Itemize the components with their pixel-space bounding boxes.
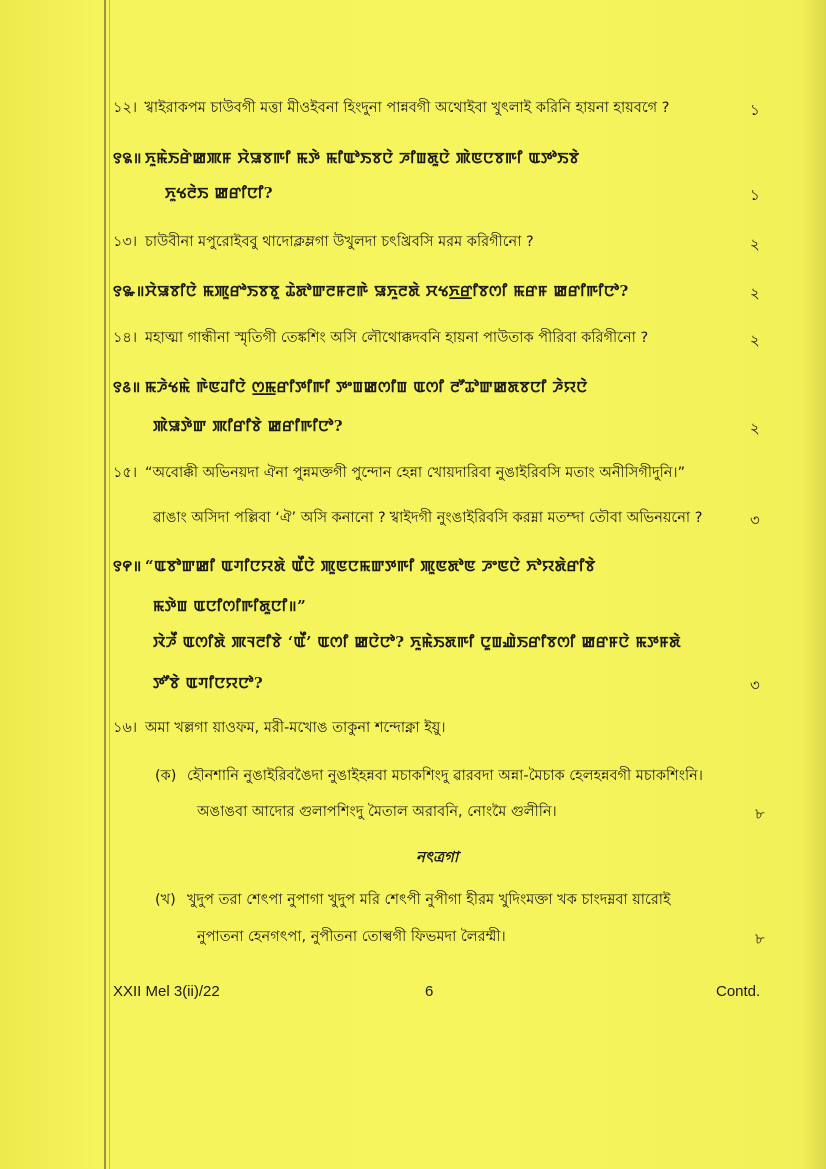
- option-text: হৌনশানি নুঙাইরিবঙৈদা নুঙাইহন্নবা মচাকশিংদু ৱারবদা অন্না-মৈচাক হেলহন্নবগী মচাকশিংনি।: [187, 768, 703, 784]
- q16-option-b-mark: ৮: [755, 930, 765, 948]
- option-text: খুদুপ তরা শেৎপা নুপাগা খুদুপ মরি শেৎপী নুপীগা হীরম খুদিংমক্তা খক চাংদম্নবা য়ারোই: [187, 892, 671, 908]
- question-text: অমা খল্লগা য়াওফম, মরী-মখোঙ তাকুনা শন্দোক্না ইয়ু।: [145, 720, 446, 736]
- option-label: (খ): [155, 892, 176, 908]
- q15-bengali-mark: ৩: [750, 511, 760, 529]
- question-number: ꯱꯴॥: [113, 378, 141, 396]
- continued-label: Contd.: [716, 983, 761, 1000]
- question-number: ꯱꯳॥: [113, 282, 145, 300]
- margin-line-shadow: [109, 0, 110, 1169]
- q15-meitei-cont2: ꯋꯥꯍꯩ ꯑꯁꯤꯗꯥ ꯄꯜꯂꯤꯕꯥ ‘ꯑꯩ’ ꯑꯁꯤ ꯀꯅꯥꯅꯣ? ꯈꯨꯃꯥꯏꯗꯒꯤ ꯅꯨꯡꯉꯥꯏꯔꯤꯕꯁꯤ ꯀꯔꯝꯅꯥ ꯃꯇꯝꯗꯥ: [153, 633, 682, 651]
- question-number: ১৬।: [113, 720, 138, 736]
- q16-option-b-cont: নুপাতনা হেনগৎপা, নুপীতনা তোল্বগী ফিভমদা লৈরম্মী।: [197, 929, 506, 945]
- margin-line: [104, 0, 106, 1169]
- question-text: ꯈꯨꯃꯥꯏꯔꯥꯀꯄꯝ ꯆꯥꯎꯕꯒꯤ ꯃꯇꯥ ꯃꯤꯑꯣꯏꯕꯅꯥ ꯍꯤꯡꯗꯨꯅꯥ ꯄꯥꯟꯅꯕꯒꯤ ꯑꯇꯣꯏꯕꯥ: [145, 149, 580, 167]
- q13-meitei: [113, 281, 629, 301]
- question-text: “ꯑꯕꯣꯛꯀꯤ ꯑꯚꯤꯅꯌꯗꯥ ꯑꯩꯅꯥ ꯄꯨꯟꯅꯃꯛꯇꯒꯤ ꯄꯨꯟꯗꯣꯟ ꯍꯦꯟꯅꯥ ꯈꯣꯌꯗꯥꯔꯤꯕꯥ: [145, 557, 596, 575]
- q16-option-a-cont: অঙাঙবা আদোর গুলাপশিংদু মৈতাল অরাবনি, নোংমৈ গুলীনি।: [197, 804, 557, 820]
- question-number: ১২।: [113, 100, 138, 116]
- question-number: ১৫।: [113, 465, 138, 481]
- paper-code: XXII Mel 3(ii)/22: [113, 983, 220, 1000]
- q15-bengali-cont: ৱাঙাং অসিদা পল্লিবা ‘ঐ’ অসি কনানো ? খ্বাইদগী নুংঙাইরিবসি করম্না মতম্দা তৌবা অভিনয়নো ?: [153, 510, 703, 526]
- q12-meitei: [113, 148, 579, 168]
- or-label: নৎত্রগা: [416, 848, 459, 866]
- q12-bengali: [113, 98, 669, 118]
- q15-meitei: [113, 556, 596, 576]
- q15-meitei-cont: ꯃꯇꯥꯡ ꯑꯅꯤꯁꯤꯒꯤꯗꯨꯅꯤ॥”: [153, 597, 307, 615]
- question-text: খ্বাইরাকপম চাউবগী মত্তা মীওইবনা হিংদুনা পান্নবগী অথোইবা খুৎলাই করিনি হায়না হায়বগে ?: [145, 100, 670, 116]
- question-text: ꯃꯍꯥꯠꯃꯥ ꯒꯥꯟꯙꯤꯅꯥ ꯁ꯭ꯃꯔꯤꯇꯤꯒꯤ ꯇꯦꯡꯀꯁꯤꯡ ꯑꯁꯤ ꯂꯧꯊꯣꯛꯀꯗꯕꯅꯤ ꯍꯥꯌꯅꯥ: [145, 378, 588, 396]
- q15-bengali: [113, 463, 685, 483]
- q15-meitei-mark: ৩: [750, 676, 760, 694]
- q14-bengali: [113, 328, 648, 348]
- question-number: ꯱꯵॥: [113, 557, 142, 575]
- page-edge-shadow: [800, 0, 826, 1169]
- q12-bengali-mark: ১: [750, 101, 760, 119]
- page-number: 6: [425, 983, 434, 1000]
- q15-meitei-cont3: ꯇꯧꯕꯥ ꯑꯚꯤꯅꯌꯅꯣ?: [153, 674, 264, 692]
- q16-bengali: [113, 718, 446, 738]
- question-text: “অবোক্কী অভিনয়দা ঐনা পুন্নমক্তগী পুন্দোন হেন্না খোয়দারিবা নুঙাইরিবসি মতাং অনীসিগীদুনি।”: [145, 465, 686, 481]
- q13-bengali: [113, 232, 534, 252]
- question-text: চাউবীনা মপুরোইববু থাদোক্লম্লগা উখুলদা চৎখ্রিবসি মরম করিগীনো ?: [145, 234, 534, 250]
- q12-meitei-cont: ꯈꯨꯠꯂꯥꯏ ꯀꯔꯤꯅꯤ?: [165, 184, 274, 202]
- q16-option-a-mark: ৮: [755, 805, 765, 823]
- option-label: (ক): [155, 768, 177, 784]
- q14-meitei-cont: ꯄꯥꯎꯇꯥꯛ ꯄꯤꯔꯤꯕꯥ ꯀꯔꯤꯒꯤꯅꯣ?: [153, 417, 344, 435]
- q14-meitei: [113, 377, 588, 397]
- q14-meitei-mark: ২: [750, 419, 760, 437]
- q16-option-a: [155, 766, 703, 786]
- q13-bengali-mark: ২: [750, 235, 760, 253]
- question-number: ১৩।: [113, 234, 138, 250]
- q14-bengali-mark: ২: [750, 331, 760, 349]
- question-number: ১৪।: [113, 330, 138, 346]
- question-text: ꯆꯥꯎꯕꯤꯅꯥ ꯃꯄꯨꯔꯣꯏꯕꯕꯨ ꯊꯥꯗꯣꯛꯂꯝꯂꯒꯥ ꯎꯈꯨꯂꯗꯥ ꯆꯠꯈ꯭ꯔꯤꯕꯁꯤ ꯃꯔꯝ ꯀꯔꯤꯒꯤꯅꯣ?: [145, 282, 629, 300]
- question-text: মহাত্মা গান্ধীনা স্মৃতিগী তেঙ্কশিং অসি লৌথোক্কদবনি হায়না পাউতাক পীরিবা করিগীনো ?: [145, 330, 649, 346]
- q12-meitei-mark: ১: [750, 186, 760, 204]
- question-number: ꯱꯲॥: [113, 149, 142, 167]
- q13-meitei-mark: ২: [750, 284, 760, 302]
- q16-option-b: [155, 890, 671, 910]
